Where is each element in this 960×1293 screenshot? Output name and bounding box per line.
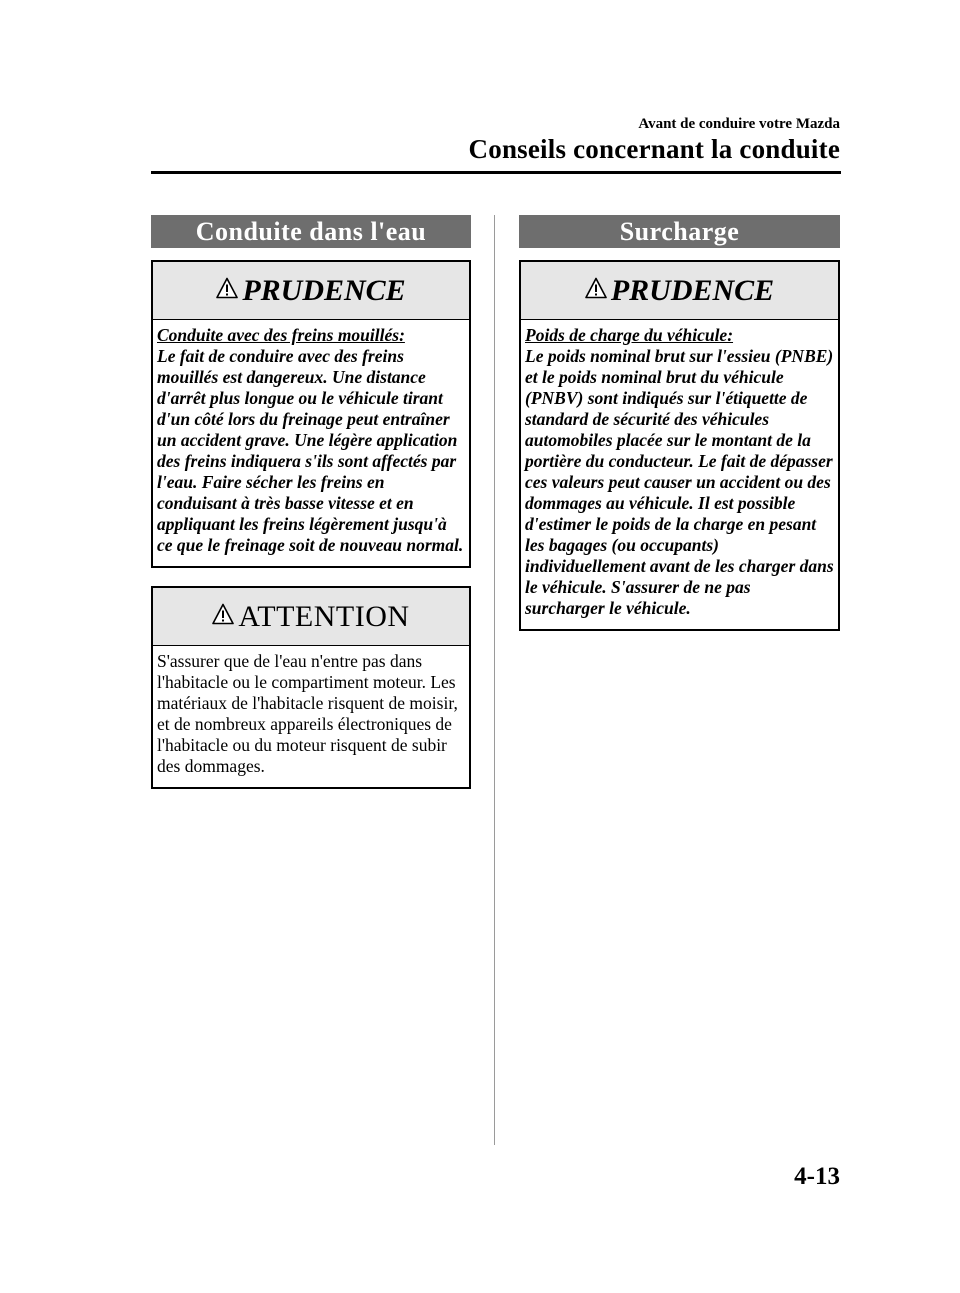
header-rule (151, 171, 841, 174)
prudence-subtitle: Poids de charge du véhicule: (525, 325, 734, 345)
prudence-body (521, 320, 838, 629)
prudence-label: PRUDENCE (610, 274, 775, 307)
prudence-header (521, 262, 838, 320)
prudence-text: Le poids nominal brut sur l'essieu (PNBE) et le poids nominal brut du véhicule (PNBV) sont indiqués sur l'étiquette de standard de sécurité des véhicules automobiles placée sur le montant de la portière du conducteur. Le fait de dépasser ces valeurs peut causer un accident ou des dommages au véhicule. Il est possible d'estimer le poids de la charge en pesant les bagages (ou occupants) individuellement avant de les charger dans le véhicule. S'assurer de ne pas surcharger le véhicule. (525, 346, 834, 618)
prudence-box-overload (519, 260, 840, 631)
prudence-box-water (151, 260, 471, 568)
prudence-header (153, 262, 469, 320)
prudence-label: PRUDENCE (242, 274, 406, 307)
header-title: Conseils concernant la conduite (468, 134, 840, 164)
attention-box-water (151, 586, 471, 789)
section-title-overload: Surcharge (519, 215, 840, 248)
left-column (151, 215, 471, 789)
column-divider (494, 215, 495, 1145)
section-title-water: Conduite dans l'eau (151, 215, 471, 248)
header-subtitle: Avant de conduire votre Mazda (638, 116, 840, 132)
attention-text: S'assurer que de l'eau n'entre pas dans l'habitacle ou le compartiment moteur. Les matériaux de l'habitacle risquent de moisir, et de nombreux appareils électroniques de l'habitacle ou du moteur risquent de subir des dommages. (157, 651, 458, 776)
attention-body (153, 646, 469, 787)
attention-header (153, 588, 469, 646)
right-column (519, 215, 840, 631)
prudence-body (153, 320, 469, 566)
attention-label: ATTENTION (238, 600, 410, 633)
warning-triangle-icon (212, 603, 234, 625)
prudence-text: Le fait de conduire avec des freins mouillés est dangereux. Une distance d'arrêt plus longue ou le véhicule tirant d'un côté lors du freinage peut entraîner un accident grave. Une légère application des freins indiquera s'ils sont affectés par l'eau. Faire sécher les freins en conduisant à très basse vitesse et en appliquant les freins légèrement jusqu'à ce que le freinage soit de nouveau normal. (157, 346, 464, 555)
warning-triangle-icon (585, 277, 607, 299)
page-number: 4-13 (794, 1163, 840, 1190)
prudence-subtitle: Conduite avec des freins mouillés: (157, 325, 405, 345)
warning-triangle-icon (216, 277, 238, 299)
